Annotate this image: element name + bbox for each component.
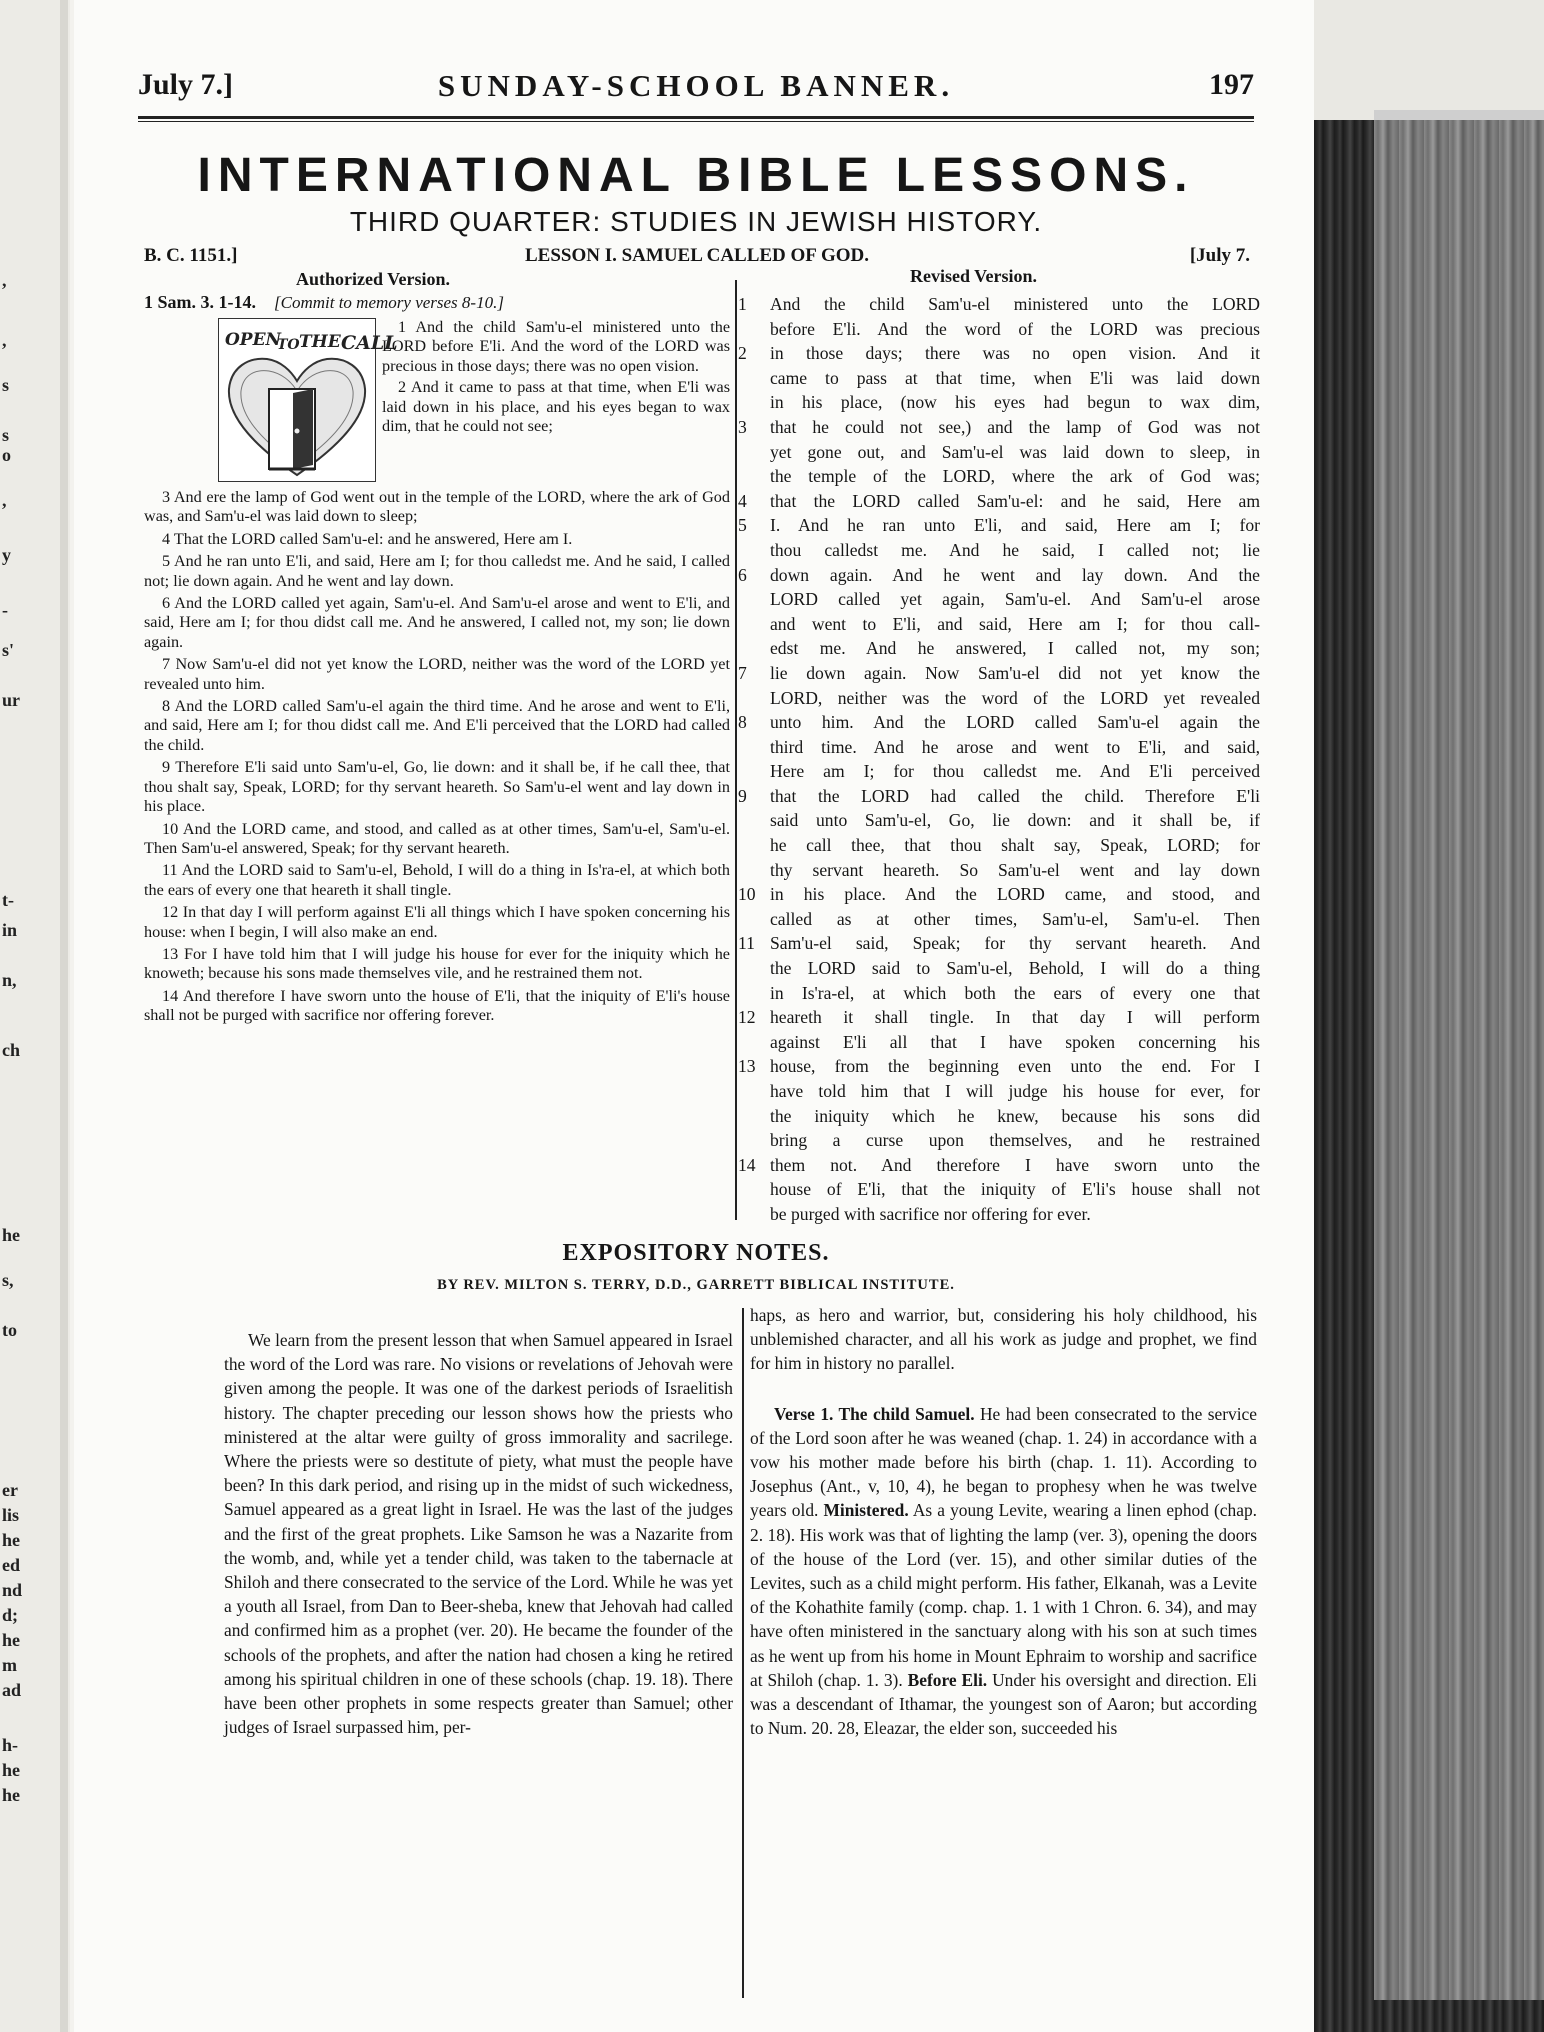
rv-line	[738, 464, 1260, 489]
rv-line	[738, 981, 1260, 1006]
margin-fragment: d;	[2, 1605, 19, 1625]
rv-line	[738, 1153, 1260, 1178]
rv-line-text: be purged with sacrifice nor offering for ever.	[770, 1203, 1091, 1224]
rv-line	[738, 686, 1260, 711]
rv-line	[738, 1128, 1260, 1153]
rv-line	[738, 612, 1260, 637]
rv-line-text: in his place, (now his eyes had begun to wax dim,	[770, 392, 1260, 413]
ministered-label: Ministered.	[823, 1500, 909, 1521]
rv-line	[738, 833, 1260, 858]
rv-verse-number: 14	[738, 1154, 756, 1175]
expository-left-column	[224, 1328, 733, 1739]
page-number: 197	[1209, 68, 1254, 101]
margin-fragment: lis	[2, 1505, 20, 1525]
rv-line	[738, 390, 1260, 415]
rv-line-text: have told him that I will judge his house for ever, for	[770, 1081, 1260, 1101]
authorized-version-heading: Authorized Version.	[296, 269, 451, 289]
rv-line	[738, 882, 1260, 907]
expository-byline: BY REV. MILTON S. TERRY, D.D., GARRETT BIBLICAL INSTITUTE.	[437, 1277, 955, 1293]
av-verse: 4 That the LORD called Sam'u-el: and he answered, Here am I.	[162, 529, 573, 548]
margin-fragment: t-	[2, 890, 14, 910]
rv-line	[738, 1005, 1260, 1030]
before-eli-text: Under his oversight and direction. Eli was a descendant of Ithamar, the youngest son of Aaron; but according to Num. 20. 28, Eleazar, the elder son, succeeded his	[750, 1669, 1257, 1739]
scripture-ref: 1 Sam. 3. 1-14.	[144, 292, 256, 312]
rv-verse-number: 8	[738, 712, 747, 733]
rv-line-text: in those days; there was no open vision. And it	[770, 343, 1260, 364]
av-verse: 5 And he ran unto E'li, and said, Here am I; for thou calledst me. And he said, I called not; lie down again. And he went and lay down.	[144, 552, 730, 590]
header-rule	[138, 116, 1254, 119]
svg-text:THE: THE	[299, 332, 341, 352]
rv-line	[738, 317, 1260, 342]
rv-line-text: And the child Sam'u-el ministered unto the LORD	[770, 294, 1260, 314]
rv-line-text: LORD called yet again, Sam'u-el. And Sam'u-el arose	[770, 589, 1260, 610]
rv-line-text: that the LORD called Sam'u-el: and he said, Here am	[770, 490, 1260, 511]
rv-line	[738, 489, 1260, 514]
rv-line	[738, 636, 1260, 661]
av-verse: 2 And it came to pass at that time, when E'li was laid down in his place, and his eyes began to wax dim, that he could not see;	[382, 378, 730, 436]
av-verse: 13 For I have told him that I will judge his house for ever for the iniquity which he knoweth; because his sons made themselves vile, and he restrained them not.	[144, 944, 730, 983]
margin-fragment: ,	[2, 490, 7, 510]
margin-fragment: he	[2, 1630, 20, 1650]
svg-text:TO: TO	[277, 337, 300, 353]
margin-fragment: s	[2, 425, 10, 445]
rv-line-text: called as at other times, Sam'u-el, Sam'u-el. Then	[770, 908, 1260, 929]
margin-fragment: ur	[2, 690, 20, 710]
rv-line-text: bring a curse upon themselves, and he restrained	[770, 1130, 1260, 1151]
lesson-title: LESSON I. SAMUEL CALLED OF GOD.	[524, 245, 869, 266]
rv-line-text: down again. And he went and lay down. And the	[770, 564, 1260, 585]
rv-line-text: edst me. And he answered, I called not, my son;	[770, 638, 1260, 659]
av-verse: 7 Now Sam'u-el did not yet know the LORD, neither was the word of the LORD yet revealed unto him.	[144, 655, 730, 693]
rv-line-text: heareth it shall tingle. In that day I will perform	[770, 1007, 1260, 1028]
av-verse: 11 And the LORD said to Sam'u-el, Behold, I will do a thing in Is'ra-el, at which both the ears of every one that heareth it shall tingle.	[144, 861, 730, 899]
rv-line-text: that the LORD had called the child. Therefore E'li	[770, 785, 1260, 806]
rv-line	[738, 1177, 1260, 1202]
margin-fragment: y	[2, 545, 11, 565]
rv-line-text: said unto Sam'u-el, Go, lie down: and it shall be, if	[770, 810, 1260, 831]
rv-line	[738, 735, 1260, 760]
rv-line-text: before E'li. And the word of the LORD was precious	[770, 318, 1260, 339]
rv-line-text: third time. And he arose and went to E'li, and said,	[770, 736, 1260, 757]
rv-line-text: I. And he ran unto E'li, and said, Here am I; for	[770, 515, 1260, 536]
av-verse: 14 And therefore I have sworn unto the house of E'li, that the iniquity of E'li's house shall not be purged with sacrifice nor offering forever.	[144, 986, 730, 1025]
page	[74, 0, 1314, 2032]
scripture-reference	[144, 292, 730, 313]
margin-fragment: in	[2, 920, 18, 940]
header-date: July 7.]	[138, 68, 234, 101]
rv-line-text: that he could not see,) and the lamp of God was not	[770, 416, 1260, 437]
heart-door-illustration	[219, 319, 398, 481]
rv-line	[738, 538, 1260, 563]
rv-verse-number: 5	[738, 515, 747, 536]
margin-fragment: o	[2, 445, 11, 465]
rv-line-text: he call thee, that thou shalt say, Speak, LORD; for	[770, 835, 1260, 856]
rv-line-text: the LORD said to Sam'u-el, Behold, I will do a thing	[770, 958, 1260, 979]
lesson-line	[144, 245, 1250, 269]
rv-line	[738, 661, 1260, 686]
margin-fragment: s,	[2, 1270, 14, 1290]
rv-verse-number: 7	[738, 662, 747, 683]
rv-line	[738, 1202, 1260, 1227]
previous-page-edge	[0, 0, 70, 2032]
rv-line-text: the temple of the LORD, where the ark of God was;	[770, 466, 1260, 487]
margin-fragment: ed	[2, 1555, 20, 1575]
rv-verse-number: 10	[738, 884, 756, 905]
rv-line-text: in his place. And the LORD came, and stood, and	[770, 884, 1260, 905]
av-verse: 1 And the child Sam'u-el ministered unto the LORD before E'li. And the word of the LORD was precious in those days; there was no open vision.	[382, 318, 730, 375]
rv-verse-number: 9	[738, 785, 747, 806]
rv-line	[738, 1054, 1260, 1079]
margin-fragment: ch	[2, 1040, 20, 1060]
rv-line	[738, 858, 1260, 883]
rv-line-text: lie down again. Now Sam'u-el did not yet know the	[770, 662, 1260, 683]
rv-line-text: house, from the beginning even unto the end. For I	[770, 1056, 1260, 1077]
rv-line	[738, 587, 1260, 612]
rv-verse-number: 6	[738, 564, 747, 585]
periodical-title: SUNDAY-SCHOOL BANNER.	[437, 68, 955, 103]
ministered-text: As a young Levite, wearing a linen ephod (chap. 2. 18). His work was that of lighting the lamp (ver. 3), opening the doors of the house of the Lord (ver. 15), and other similar duties of the Levites, such as a child might perform. His father, Elkanah, was a Levite of the Kohathite family (comp. chap. 1. 1 with 1 Chron. 6. 34), and may have often ministered in the sanctuary along with his son at such times as he went up from his home in Mount Ephraim to worship and sacrifice at Shiloh (chap. 1. 3).	[750, 1500, 1257, 1690]
margin-fragment: ad	[2, 1680, 22, 1700]
rv-line	[738, 415, 1260, 440]
rv-line-text: Sam'u-el said, Speak; for thy servant heareth. And	[770, 933, 1260, 954]
rv-line	[738, 366, 1260, 391]
column-divider-bottom	[742, 1308, 744, 1998]
rv-line	[738, 784, 1260, 809]
rv-line-text: the iniquity which he knew, because his sons did	[770, 1105, 1260, 1126]
header-rule-thin	[138, 121, 1254, 122]
rv-line	[738, 808, 1260, 833]
margin-fragment: m	[2, 1655, 17, 1675]
margin-fragment: to	[2, 1320, 17, 1340]
av-verse: 10 And the LORD came, and stood, and called as at other times, Sam'u-el, Sam'u-el. Then Sam'u-el answered, Speak; for thy servant heareth.	[144, 819, 730, 857]
rv-line	[738, 710, 1260, 735]
rv-verse-number: 2	[738, 343, 747, 364]
rv-line-text: them not. And therefore I have sworn unto the	[770, 1154, 1260, 1175]
svg-text:OPEN: OPEN	[225, 330, 282, 350]
rv-line	[738, 759, 1260, 784]
open-to-the-call-picture	[218, 318, 398, 482]
margin-fragment: s	[2, 375, 10, 395]
rv-line	[738, 341, 1260, 366]
margin-fragment: nd	[2, 1580, 23, 1600]
column-divider-top	[735, 280, 737, 1220]
rv-line-text: LORD, neither was the word of the LORD yet revealed	[770, 687, 1260, 708]
rv-line-text: thou calledst me. And he said, I called not; lie	[770, 539, 1260, 560]
av-verses-1-2	[382, 318, 730, 438]
rv-verse-number: 11	[738, 933, 755, 954]
subtitle: THIRD QUARTER: STUDIES IN JEWISH HISTORY.	[349, 206, 1043, 237]
running-header	[138, 68, 1254, 114]
margin-fragment: h-	[2, 1735, 19, 1755]
rv-line-text: yet gone out, and Sam'u-el was laid down to sleep, in	[770, 441, 1260, 462]
rv-line-text: against E'li all that I have spoken concerning his	[770, 1031, 1260, 1052]
book-fore-edge	[1314, 0, 1544, 2032]
expository-right-column	[750, 1303, 1257, 1740]
verse-1-text: He had been consecrated to the service of the Lord soon after he was weaned (chap. 1. 24) in accordance with a vow his mother made before his birth (chap. 1. 11). According to Josephus (Ant., v, 10, 4), he began to prophesy when he was twelve years old.	[750, 1403, 1257, 1521]
rv-line-text: Here am I; for thou calledst me. And E'li perceived	[770, 761, 1260, 782]
margin-fragment: he	[2, 1530, 20, 1550]
av-verse: 12 In that day I will perform against E'li all things which I have spoken concerning his house: when I begin, I will also make an end.	[144, 903, 730, 941]
rv-line-text: in Is'ra-el, at which both the ears of every one that	[770, 982, 1260, 1003]
av-verse: 8 And the LORD called Sam'u-el again the third time. And he arose and went to E'li, and said, Here am I; for thou didst call me. And E'li perceived that the LORD had called the child.	[144, 697, 730, 754]
intro-paragraph: We learn from the present lesson that when Samuel appeared in Israel the word of the Lord was rare. No visions or revelations of Jehovah were given among the people. It was one of the darkest periods of Israelitish history. The chapter preceding our lesson shows how the priests who ministered at the altar were guilty of gross immorality and sacrilege. Where the priests were so destitute of piety, what must the people have been? In this dark period, and rising up in the midst of such wickedness, Samuel appeared as a great light in Israel. He was the last of the judges and the first of the great prophets. Like Samson he was a Nazarite from the womb, and, while yet a tender child, was taken to the tabernacle at Shiloh and there consecrated to the service of the Lord. While he was yet a youth all Israel, from Dan to Beer-sheba, knew that Jehovah had called and confirmed him as a prophet (ver. 20). He became the founder of the schools of the prophets, and after the nation had chosen a king he retired among his spiritual children in one of these schools (chap. 19. 18). There have been other prophets in some respects greater than Samuel; other judges of Israel surpassed him, per-	[224, 1330, 733, 1738]
margin-fragment: er	[2, 1480, 18, 1500]
rv-line	[738, 292, 1260, 317]
revised-version-text	[738, 292, 1260, 1227]
rv-line	[738, 956, 1260, 981]
rv-line	[738, 1030, 1260, 1055]
rv-verse-number: 1	[738, 294, 747, 314]
lesson-date: [July 7.	[1189, 245, 1250, 266]
av-verse: 6 And the LORD called yet again, Sam'u-el. And Sam'u-el arose and went to E'li, and said, Here am I; for thou didst call me. And he answered, I called not, my son; lie down again.	[144, 594, 730, 651]
rv-verse-number: 3	[738, 416, 747, 437]
av-verse: 3 And ere the lamp of God went out in the temple of the LORD, where the ark of God was, and Sam'u-el was laid down to sleep;	[144, 488, 730, 526]
rv-line	[738, 513, 1260, 538]
verse-1-note	[750, 1402, 1257, 1741]
rv-verse-number: 13	[738, 1056, 756, 1077]
authorized-version-text-rest	[144, 488, 730, 1029]
margin-fragment: he	[2, 1785, 20, 1805]
rv-line	[738, 907, 1260, 932]
rv-line	[738, 440, 1260, 465]
rv-line	[738, 931, 1260, 956]
expository-notes-title: EXPOSITORY NOTES.	[562, 1240, 830, 1266]
margin-fragment: ,	[2, 330, 7, 350]
margin-fragment: ,	[2, 270, 7, 290]
rv-line	[738, 1079, 1260, 1104]
continuation-paragraph: haps, as hero and warrior, but, considering his holy childhood, his unblemished character, and all his work as judge and prophet, we find for him in history no parallel.	[750, 1305, 1257, 1374]
rv-line-text: unto him. And the LORD called Sam'u-el again the	[770, 712, 1260, 733]
margin-fragment: he	[2, 1225, 20, 1245]
revised-version-heading: Revised Version.	[910, 266, 1038, 286]
margin-fragment: s'	[2, 640, 15, 660]
rv-verse-number: 12	[738, 1007, 756, 1028]
verse-1-label: Verse 1. The child Samuel.	[774, 1403, 975, 1424]
before-eli-label: Before Eli.	[907, 1669, 988, 1690]
rv-line-text: thy servant heareth. So Sam'u-el went and lay down	[770, 859, 1260, 880]
rv-line	[738, 563, 1260, 588]
margin-fragment: n,	[2, 970, 17, 990]
rv-line	[738, 1104, 1260, 1129]
rv-verse-number: 4	[738, 490, 747, 511]
margin-fragment: he	[2, 1760, 20, 1780]
main-title: INTERNATIONAL BIBLE LESSONS.	[197, 149, 1195, 202]
margin-fragment: -	[2, 600, 8, 620]
svg-text:CALL: CALL	[341, 332, 398, 354]
av-verse: 9 Therefore E'li said unto Sam'u-el, Go, lie down: and it shall be, if he call thee, that thou shalt say, Speak, LORD; for thy servant heareth. So Sam'u-el went and lay down in his place.	[144, 758, 730, 816]
memory-verses: [Commit to memory verses 8-10.]	[274, 293, 504, 312]
rv-line-text: and went to E'li, and said, Here am I; for thou call-	[770, 613, 1260, 634]
rv-line-text: house of E'li, that the iniquity of E'li's house shall not	[770, 1179, 1260, 1200]
rv-line-text: came to pass at that time, when E'li was laid down	[770, 367, 1260, 388]
lesson-bc-date: B. C. 1151.]	[144, 245, 238, 266]
